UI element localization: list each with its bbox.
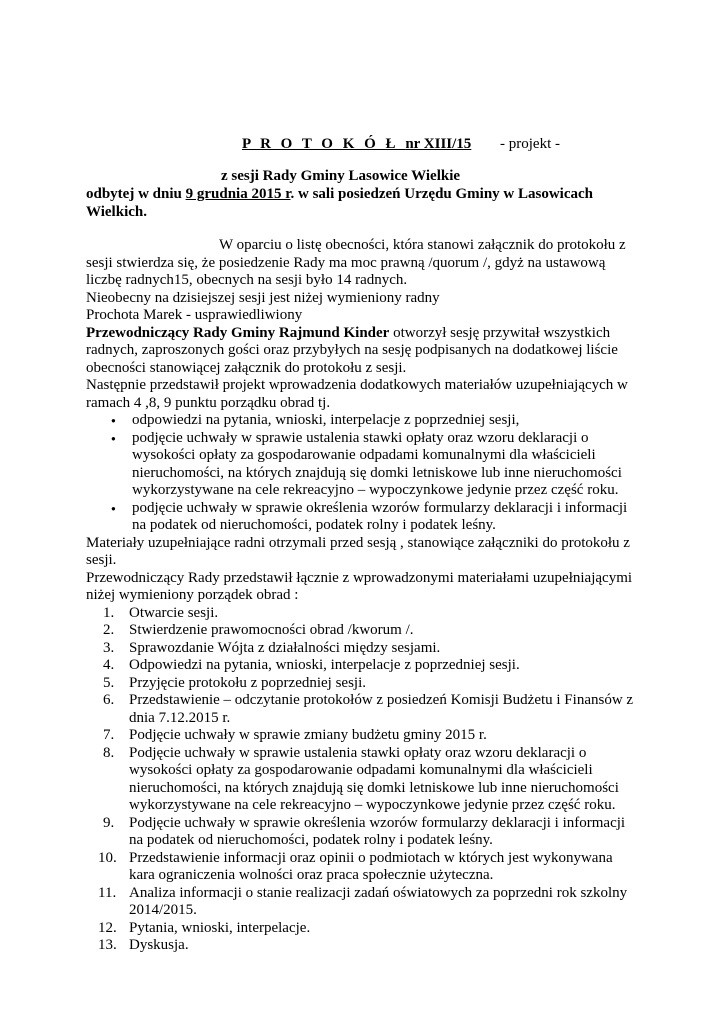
agenda-item: 10. Przedstawienie informacji oraz opinii o podmiotach w których jest wykonywana kara ograniczenia wolności oraz praca społecznie użyteczna. <box>98 849 613 883</box>
agenda-item: 3. Sprawozdanie Wójta z działalności między sesjami. <box>103 639 441 656</box>
agenda-list <box>86 605 642 955</box>
agenda-item: 1. Otwarcie sesji. <box>103 604 219 621</box>
agenda-item: 6. Przedstawienie – odczytanie protokołów z posiedzeń Komisji Budżetu i Finansów z dnia 7.12.2015 r. <box>103 692 634 726</box>
session-details: odbytej w dniu 9 grudnia 2015 r. w sali posiedzeń Urzędu Gminy w Lasowicach Wielkich. <box>86 186 594 220</box>
list-item: ● odpowiedzi na pytania, wnioski, interpelacje z poprzedniej sesji, <box>132 412 642 430</box>
title-line <box>86 136 646 154</box>
chair-paragraph: Przewodniczący Rady Gminy Rajmund Kinder otworzył sesję przywitał wszystkich radnych, zaproszonych gości oraz przybyłych na sesję podpisanych na dodatkowej liście obecności stanowiącej załącznik do protokołu z sesji. <box>86 324 618 376</box>
document-subtitle: z sesji Rady Gminy Lasowice Wielkie <box>221 168 461 184</box>
list-item: ● podjęcie uchwały w sprawie określenia wzorów formularzy deklaracji i informacji na podatek od nieruchomości, podatek rolny i podatek leśny. <box>132 500 642 535</box>
agenda-item: 5. Przyjęcie protokołu z poprzedniej sesji. <box>103 674 367 691</box>
materials-paragraph: Materiały uzupełniające radni otrzymali przed sesją , stanowiące załączniki do protokołu z sesji. <box>86 534 630 568</box>
agenda-item: 4. Odpowiedzi na pytania, wnioski, interpelacje z poprzedniej sesji. <box>103 657 520 673</box>
document-body <box>86 237 642 955</box>
project-label: - projekt - <box>500 136 560 152</box>
agenda-item: 9. Podjęcie uchwały w sprawie określenia wzorów formularzy deklaracji i informacji na podatek od nieruchomości, podatek rolny i podatek leśny. <box>103 814 626 848</box>
session-date: 9 grudnia 2015 r <box>185 186 291 202</box>
agenda-item: 2. Stwierdzenie prawomocności obrad /kworum /. <box>103 622 414 638</box>
list-item: ● podjęcie uchwały w sprawie ustalenia stawki opłaty oraz wzoru deklaracji o wysokości opłaty za gospodarowanie odpadami komunalnymi dla właścicieli nieruchomości, na których znajdują się domki letniskowe lub inne nieruchomości wykorzystywane na cele rekreacyjno – wypoczynkowe jedynie przez część roku. <box>132 430 642 500</box>
agenda-item: 7. Podjęcie uchwały w sprawie zmiany budżetu gminy 2015 r. <box>103 727 487 743</box>
quorum-paragraph: W oparciu o listę obecności, która stanowi załącznik do protokołu z sesji stwierdza się, że posiedzenie Rady ma moc prawną /quorum /, gdyż na ustawową liczbę radnych15, obecnych na sesji było 14 radnych. <box>86 237 626 288</box>
agenda-intro: Przewodniczący Rady przedstawił łącznie z wprowadzonymi materiałami uzupełniającymi niżej wymieniony porządek obrad : <box>86 569 633 603</box>
additional-materials-list <box>86 412 642 535</box>
agenda-item: 11. Analiza informacji o stanie realizacji zadań oświatowych za poprzedni rok szkolny 2014/2015. <box>98 884 628 918</box>
agenda-item: 13. Dyskusja. <box>98 937 189 953</box>
agenda-item: 12. Pytania, wnioski, interpelacje. <box>98 919 311 936</box>
additional-materials-intro: Następnie przedstawił projekt wprowadzenia dodatkowych materiałów uzupełniających w ramach 4 ,8, 9 punktu porządku obrad tj. <box>86 377 628 411</box>
document-title: P R O T O K Ó Ł nr XIII/15 <box>242 136 472 152</box>
agenda-item: 8. Podjęcie uchwały w sprawie ustalenia stawki opłaty oraz wzoru deklaracji o wysokości opłaty za gospodarowanie odpadami komunalnymi dla właścicieli nieruchomości, na których znajdują się domki letniskowe lub inne nieruchomości wykorzystywane na cele rekreacyjno – wypoczynkowe jedynie przez część roku. <box>103 744 619 813</box>
absent-name: Prochota Marek - usprawiedliwiony <box>86 307 303 323</box>
absent-intro: Nieobecny na dzisiejszej sesji jest niżej wymieniony radny <box>86 289 440 306</box>
